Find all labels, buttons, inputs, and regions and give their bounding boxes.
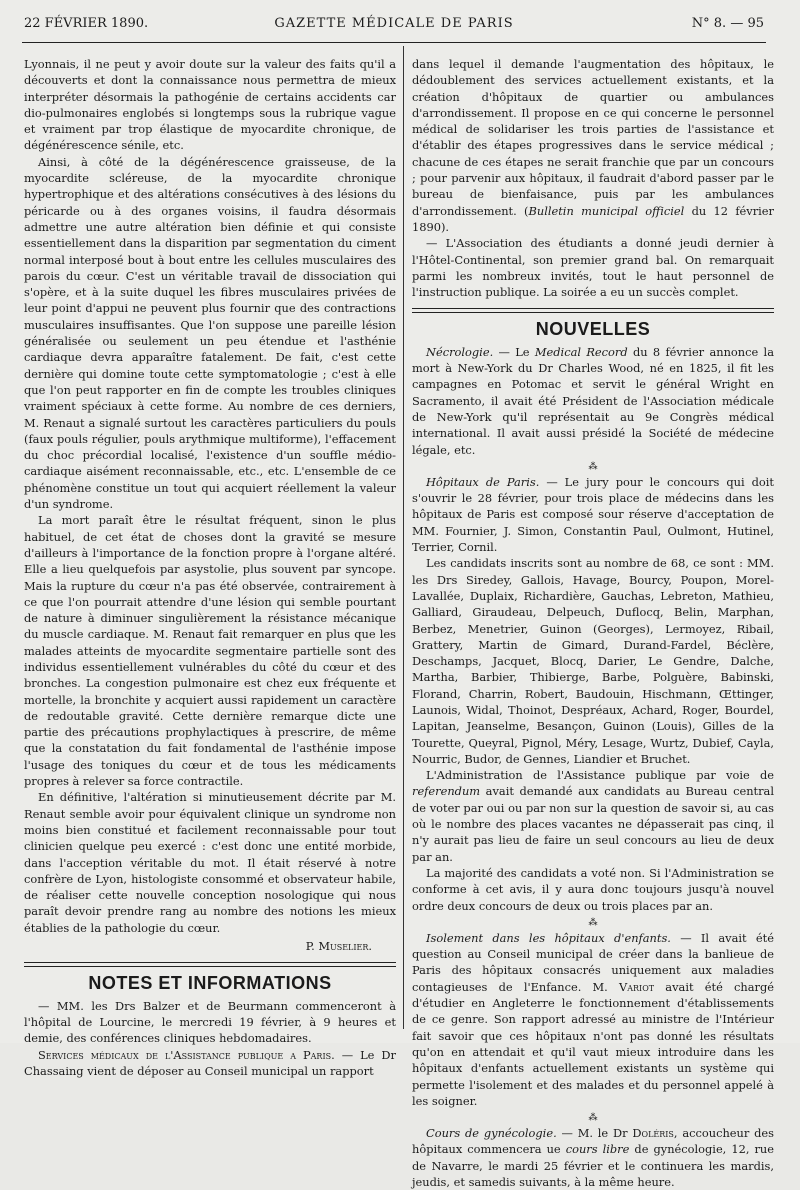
- page-header: [24, 16, 764, 38]
- notes-heading: Services médicaux de l'Assistance publique a Paris.: [38, 1047, 335, 1062]
- article-paragraph: dans lequel il demande l'augmentation des hôpitaux, le dédoublement des services actuellement existants, et la création d'hôpitaux de quartier ou ambulances d'arrondissement. Il propose en ce qui concerne le personnel médical de solidariser les trois parties de l'assistance et d'établir des étapes progressives dans le service médical ; chacune de ces étapes ne serait franchie que par un concours ; pour parvenir aux hôpitaux, il faudrait d'abord passer par le bureau de bienfaisance, puis par les ambulances d'arrondissement. (Bulletin municipal officiel du 12 février 1890).: [412, 57, 774, 234]
- article-paragraph: Lyonnais, il ne peut y avoir doute sur la valeur des faits qu'il a découverts et dont la connaissance nous permettra de mieux interpréter désormais la pathogénie de certains accidents car dio-pulmonaires englobés si longtemps sous la rubrique vague et vraiment par trop élastique de myocardite chronique, de dégénérescence sénile, etc.: [24, 57, 396, 153]
- article-paragraph: Ainsi, à côté de la dégénérescence graisseuse, de la myocardite scléreuse, de la myocardite chronique hypertrophique et des altérations consécutives à des lésions du péricarde ou à des organes voisins, il faudra désormais admettre une autre altération bien définie et qui consiste essentiellement dans la disparition par segmentation du ciment normal interposé bout à bout entre les cellules musculaires des parois du cœur. C'est un véritable travail de dissociation qui s'opère, et à la suite duquel les fibres musculaires privées de leur point d'appui ne peuvent plus fournir que des contractions musculaires insuffisantes. Que l'on suppose une pareille lésion généralisée ou seulement un peu étendue et l'asthénie cardiaque devra apparaître fatalement. De fait, c'est cette dernière qui domine toute cette symptomatologie ; c'est à elle que l'on peut rapporter en fin de compte les troubles cliniques vraiment spéciaux à cette forme. Au nombre de ces derniers, M. Renaut a signalé surtout les caractères particuliers du pouls (faux pouls régulier, pouls arythmique multiforme), l'effacement du choc précordial localisé, l'existence d'un souffle médio-cardiaque aisément reconnaissable, etc., etc. L'ensemble de ce phénomène constitue un tout qui acquiert réellement la valeur d'un syndrome.: [24, 154, 396, 512]
- header-rule: [22, 42, 766, 43]
- notes-paragraph: Services médicaux de l'Assistance publique a Paris. — Le Dr Chassaing vient de déposer au Conseil municipal un rapport: [24, 1047, 396, 1078]
- author-signature: P. Muselier.: [305, 939, 372, 954]
- asterism-icon: ⁂: [588, 461, 598, 472]
- right-column: [412, 56, 774, 1190]
- section-divider: [24, 962, 396, 967]
- asterism-icon: ⁂: [588, 917, 598, 928]
- news-item: Nécrologie. — Le Medical Record du 8 février annonce la mort à New-York du Dr Charles Wood, né en 1825, il fit les campagnes en Potomac et servit le général Wright en Sacramento, il avait été Président de l'Association médicale de New-York qu'il représentait au 9e Congrès médical international. Il avait aussi présidé la Société de médecine légale, etc.: [412, 344, 774, 457]
- news-item: Hôpitaux de Paris. — Le jury pour le concours qui doit s'ouvrir le 28 février, pour trois place de médecins dans les hôpitaux de Paris est composé sour réserve d'acceptation de MM. Fournier, J. Simon, Constantin Paul, Oulmont, Hutinel, Terrier, Cornil.: [412, 474, 774, 555]
- left-column: [24, 56, 396, 1079]
- header-issue: N° 8. — 95: [691, 16, 764, 31]
- notes-paragraph: — MM. les Drs Balzer et de Beurmann commenceront à l'hôpital de Lourcine, le mercredi 19 février, à 9 heures et demie, des conférences cliniques hebdomadaires.: [24, 998, 396, 1046]
- article-paragraph: La mort paraît être le résultat fréquent, sinon le plus habituel, de cet état de choses dont la gravité se mesure d'ailleurs à l'importance de la fonction propre à l'organe altéré. Elle a lieu quelquefois par asystolie, plus souvent par syncope. Mais la rupture du cœur n'a pas été observée, contrairement à ce que l'on pourrait attendre d'une lésion qui semble pourtant de nature à diminuer singulièrement la résistance mécanique du muscle cardiaque. M. Renaut fait remarquer en plus que les malades atteints de myocardite segmentaire partielle sont des individus essentiellement vulnérables du côté du cœur et des bronches. La congestion pulmonaire est chez eux fréquente et mortelle, la bronchite y acquiert aussi rapidement un caractère de redoutable gravité. Cette dernière remarque dicte une partie des précautions prophylactiques à prescrire, de même que la constatation du fait fondamental de l'asthénie impose l'usage des toniques du cœur et de tous les médicaments propres à relever sa force contractile.: [24, 513, 396, 789]
- section-title-nouvelles: NOUVELLES: [535, 319, 651, 340]
- section-title-notes: NOTES ET INFORMATIONS: [88, 973, 332, 994]
- header-date: 22 FÉVRIER 1890.: [24, 16, 149, 31]
- news-heading: Hôpitaux de Paris.: [426, 474, 540, 489]
- article-paragraph: En définitive, l'altération si minutieusement décrite par M. Renaut semble avoir pour équivalent clinique un syndrome non moins bien constitué et facilement reconnaissable pour tout clinicien quelque peu exercé : c'est donc une entité morbide, dans l'acception véritable du mot. Il était réservé à notre confrère de Lyon, histologiste consommé et observateur habile, de réaliser cette nouvelle conception nosologique qui nous paraît devoir prendre rang au nombre des notions les mieux établies de la pathologie du cœur.: [24, 790, 396, 935]
- news-item: L'Administration de l'Assistance publique par voie de referendum avait demandé aux candidats au Bureau central de voter par oui ou par non sur la question de savoir si, au cas où le nombre des places vacantes ne dépasserait pas cinq, il n'y aurait pas lieu de faire un seul concours au lieu de deux par an.: [412, 768, 774, 864]
- news-heading: Cours de gynécologie.: [426, 1126, 557, 1141]
- news-heading: Nécrologie.: [426, 344, 494, 359]
- section-divider: [412, 308, 774, 313]
- news-item: Les candidats inscrits sont au nombre de 68, ce sont : MM. les Drs Siredey, Gallois, Havage, Bourcy, Poupon, Morel-Lavallée, Duplaix, Richardière, Gauchas, Lebreton, Mathieu, Galliard, Giraudeau, Delpeuch, Duflocq, Belin, Marphan, Berbez, Menetrier, Guinon (Georges), Lermoyez, Ribail, Grattery, Martin de Gimard, Durand-Fardel, Béclère, Deschamps, Jacquet, Blocq, Darier, Le Gendre, Dalche, Martha, Barbier, Thibierge, Barbe, Polguère, Babinski, Florand, Charrin, Robert, Baudouin, Hischmann, Œttinger, Launois, Widal, Thoinot, Despréaux, Achard, Roger, Bourdel, Lapitan, Jeanselme, Besançon, Guinon (Louis), Gilles de la Tourette, Queyral, Pignol, Méry, Lesage, Wurtz, Dubief, Cayla, Nourric, Budor, de Gennes, Liandier et Bruchet.: [412, 556, 774, 766]
- citation: Bulletin municipal officiel: [528, 203, 685, 218]
- news-item: La majorité des candidats a voté non. Si l'Administration se conforme à cet avis, il y aura donc toujours jusqu'à nouvel ordre deux concours de deux ou trois places par an.: [412, 865, 774, 913]
- asterism-icon: ⁂: [588, 1113, 598, 1124]
- news-item: Isolement dans les hôpitaux d'enfants. — Il avait été question au Conseil municipal de créer dans la banlieue de Paris des hôpitaux consacrés uniquement aux maladies contagieuses de l'Enfance. M. Variot avait été chargé d'étudier en Angleterre le fonctionnement d'établissements de ce genre. Son rapport adressé au ministre de l'Intérieur fait savoir que ces hôpitaux n'ont pas donné les résultats qu'on en attendait et qu'il vaut mieux introduire dans les hôpitaux d'enfants actuellement existants un système qui permette l'isolement et des malades et du personnel appelé à les soigner.: [412, 930, 774, 1108]
- article-paragraph: — L'Association des étudiants a donné jeudi dernier à l'Hôtel-Continental, son premier grand bal. On remarquait parmi les nombreux invités, tout le haut personnel de l'instruction publique. La soirée a eu un succès complet.: [412, 236, 774, 300]
- news-heading: Isolement dans les hôpitaux d'enfants.: [426, 930, 671, 945]
- news-item: Cours de gynécologie. — M. le Dr Doléris, accoucheur des hôpitaux commencera ue cours libre de gynécologie, 12, rue de Navarre, le mardi 25 février et le continuera les mardis, jeudis, et samedis suivants, à la même heure.: [412, 1126, 775, 1189]
- header-title: GAZETTE MÉDICALE DE PARIS: [274, 16, 514, 31]
- column-separator: [403, 46, 404, 1029]
